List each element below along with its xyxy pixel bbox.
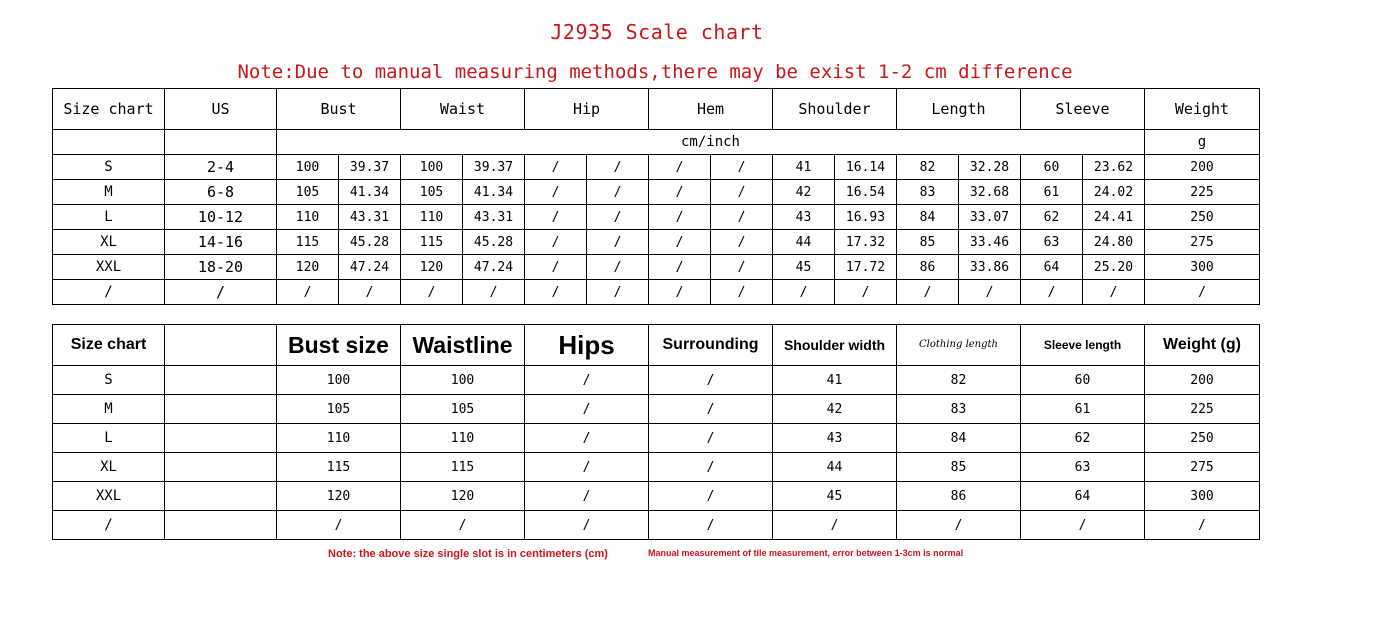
unit-weight: g	[1145, 130, 1260, 155]
table2-header-row	[53, 325, 1260, 366]
footnote-centimeters: Note: the above size single slot is in centimeters (cm)	[328, 548, 608, 560]
value-cell: /	[649, 180, 711, 205]
header-blank	[165, 325, 277, 366]
size-cell: S	[53, 155, 165, 180]
value-cell: 120	[277, 482, 401, 511]
table-row	[53, 280, 1260, 305]
value-cell: 41.34	[463, 180, 525, 205]
value-cell: 18-20	[165, 255, 277, 280]
value-cell: /	[649, 453, 773, 482]
value-cell: /	[649, 482, 773, 511]
value-cell: /	[525, 255, 587, 280]
value-cell: 115	[401, 230, 463, 255]
value-cell: 41	[773, 155, 835, 180]
header-hips: Hips	[525, 325, 649, 366]
value-cell: 110	[277, 205, 339, 230]
size-cell: XXL	[53, 255, 165, 280]
value-cell: /	[525, 424, 649, 453]
value-cell: /	[525, 280, 587, 305]
value-cell: /	[165, 280, 277, 305]
header-weight: Weight	[1145, 89, 1260, 130]
page-title: J2935 Scale chart	[550, 20, 764, 44]
value-cell: 83	[897, 395, 1021, 424]
table-row	[53, 482, 1260, 511]
value-cell: /	[401, 280, 463, 305]
header-waistline: Waistline	[401, 325, 525, 366]
size-cell: XL	[53, 230, 165, 255]
value-cell: /	[649, 366, 773, 395]
value-cell: 33.86	[959, 255, 1021, 280]
value-cell: 63	[1021, 230, 1083, 255]
table-row	[53, 366, 1260, 395]
table-row	[53, 511, 1260, 540]
value-cell	[165, 482, 277, 511]
value-cell: /	[1145, 280, 1260, 305]
value-cell: 105	[401, 395, 525, 424]
value-cell: 42	[773, 395, 897, 424]
value-cell: /	[525, 395, 649, 424]
value-cell: /	[587, 205, 649, 230]
unit-empty-cell	[53, 130, 165, 155]
value-cell: 84	[897, 205, 959, 230]
value-cell: 25.20	[1083, 255, 1145, 280]
value-cell: /	[897, 511, 1021, 540]
value-cell: 60	[1021, 155, 1083, 180]
table-row	[53, 230, 1260, 255]
value-cell: 100	[401, 366, 525, 395]
value-cell: 14-16	[165, 230, 277, 255]
size-cell: XXL	[53, 482, 165, 511]
value-cell: /	[649, 255, 711, 280]
value-cell	[165, 366, 277, 395]
value-cell: /	[525, 511, 649, 540]
table-row	[53, 453, 1260, 482]
value-cell: /	[959, 280, 1021, 305]
value-cell: 41.34	[339, 180, 401, 205]
value-cell: 200	[1145, 155, 1260, 180]
table-row	[53, 255, 1260, 280]
value-cell: /	[711, 255, 773, 280]
value-cell: 83	[897, 180, 959, 205]
value-cell: 17.32	[835, 230, 897, 255]
value-cell: 42	[773, 180, 835, 205]
header-size-chart: Size chart	[53, 325, 165, 366]
header-weight-g: Weight (g)	[1145, 325, 1260, 366]
value-cell: /	[587, 180, 649, 205]
value-cell: 86	[897, 482, 1021, 511]
size-cell: /	[53, 511, 165, 540]
value-cell: 85	[897, 453, 1021, 482]
header-us: US	[165, 89, 277, 130]
value-cell: /	[649, 155, 711, 180]
value-cell: 16.14	[835, 155, 897, 180]
value-cell: 47.24	[339, 255, 401, 280]
value-cell: /	[1021, 511, 1145, 540]
value-cell: 275	[1145, 453, 1260, 482]
value-cell: 120	[401, 482, 525, 511]
table-row	[53, 155, 1260, 180]
value-cell: 63	[1021, 453, 1145, 482]
value-cell: 86	[897, 255, 959, 280]
value-cell: 64	[1021, 255, 1083, 280]
value-cell: 6-8	[165, 180, 277, 205]
value-cell: /	[649, 230, 711, 255]
value-cell: /	[649, 424, 773, 453]
value-cell: 33.07	[959, 205, 1021, 230]
value-cell: 45.28	[339, 230, 401, 255]
value-cell: /	[773, 280, 835, 305]
value-cell: 23.62	[1083, 155, 1145, 180]
header-sleeve: Sleeve	[1021, 89, 1145, 130]
table-row	[53, 395, 1260, 424]
value-cell: 16.54	[835, 180, 897, 205]
value-cell: 225	[1145, 395, 1260, 424]
header-hip: Hip	[525, 89, 649, 130]
table1-unit-row	[53, 130, 1260, 155]
unit-cm-inch: cm/inch	[277, 130, 1145, 155]
header-sleeve-length: Sleeve length	[1021, 325, 1145, 366]
value-cell: 82	[897, 155, 959, 180]
size-cell: L	[53, 424, 165, 453]
header-length: Length	[897, 89, 1021, 130]
value-cell	[165, 395, 277, 424]
header-hem: Hem	[649, 89, 773, 130]
value-cell: 60	[1021, 366, 1145, 395]
value-cell: 300	[1145, 482, 1260, 511]
value-cell: /	[587, 255, 649, 280]
value-cell: 300	[1145, 255, 1260, 280]
table-row	[53, 205, 1260, 230]
value-cell: /	[277, 280, 339, 305]
value-cell: /	[1145, 511, 1260, 540]
value-cell: 110	[277, 424, 401, 453]
value-cell: /	[463, 280, 525, 305]
value-cell: 24.41	[1083, 205, 1145, 230]
unit-empty-cell	[165, 130, 277, 155]
size-cell: S	[53, 366, 165, 395]
size-chart-cm	[52, 324, 1260, 540]
value-cell: 62	[1021, 205, 1083, 230]
value-cell: /	[711, 205, 773, 230]
value-cell: 115	[277, 453, 401, 482]
value-cell: 110	[401, 205, 463, 230]
value-cell: 24.80	[1083, 230, 1145, 255]
value-cell: /	[649, 280, 711, 305]
header-bust-size: Bust size	[277, 325, 401, 366]
size-cell: M	[53, 180, 165, 205]
value-cell: 200	[1145, 366, 1260, 395]
value-cell: /	[525, 482, 649, 511]
value-cell: 43.31	[339, 205, 401, 230]
header-waist: Waist	[401, 89, 525, 130]
value-cell: /	[1021, 280, 1083, 305]
value-cell: 39.37	[339, 155, 401, 180]
value-cell: 62	[1021, 424, 1145, 453]
value-cell: 61	[1021, 395, 1145, 424]
value-cell: 43	[773, 205, 835, 230]
value-cell	[165, 453, 277, 482]
value-cell: 225	[1145, 180, 1260, 205]
value-cell: /	[401, 511, 525, 540]
value-cell: 250	[1145, 424, 1260, 453]
value-cell: /	[649, 395, 773, 424]
table1-body	[53, 155, 1260, 305]
value-cell: /	[649, 205, 711, 230]
table2-body	[53, 366, 1260, 540]
value-cell: 17.72	[835, 255, 897, 280]
value-cell: 44	[773, 230, 835, 255]
value-cell: 45	[773, 482, 897, 511]
value-cell: 10-12	[165, 205, 277, 230]
header-size-chart: Size chart	[53, 89, 165, 130]
value-cell: 115	[277, 230, 339, 255]
header-clothing-length: Clothing length	[897, 325, 1021, 366]
value-cell: 250	[1145, 205, 1260, 230]
value-cell: 115	[401, 453, 525, 482]
value-cell: /	[525, 155, 587, 180]
value-cell: 33.46	[959, 230, 1021, 255]
value-cell: 105	[401, 180, 463, 205]
table-row	[53, 424, 1260, 453]
value-cell: /	[525, 230, 587, 255]
header-shoulder-width: Shoulder width	[773, 325, 897, 366]
footnote-error-range: Manual measurement of tile measurement, error between 1-3cm is normal	[648, 548, 964, 558]
value-cell: 16.93	[835, 205, 897, 230]
value-cell: /	[525, 366, 649, 395]
value-cell: 120	[401, 255, 463, 280]
value-cell: /	[711, 230, 773, 255]
value-cell: 44	[773, 453, 897, 482]
value-cell: 105	[277, 180, 339, 205]
value-cell: 110	[401, 424, 525, 453]
size-cell: XL	[53, 453, 165, 482]
value-cell: 47.24	[463, 255, 525, 280]
value-cell: /	[339, 280, 401, 305]
measurement-note: Note:Due to manual measuring methods,there may be exist 1-2 cm difference	[237, 61, 1073, 83]
header-bust: Bust	[277, 89, 401, 130]
value-cell: /	[711, 155, 773, 180]
value-cell: 105	[277, 395, 401, 424]
value-cell: 43.31	[463, 205, 525, 230]
value-cell: /	[711, 180, 773, 205]
value-cell: 64	[1021, 482, 1145, 511]
value-cell: 2-4	[165, 155, 277, 180]
value-cell: 24.02	[1083, 180, 1145, 205]
value-cell: 120	[277, 255, 339, 280]
value-cell: 43	[773, 424, 897, 453]
value-cell: 45.28	[463, 230, 525, 255]
value-cell: 61	[1021, 180, 1083, 205]
value-cell: 32.68	[959, 180, 1021, 205]
value-cell: 82	[897, 366, 1021, 395]
value-cell: 45	[773, 255, 835, 280]
value-cell: 85	[897, 230, 959, 255]
header-shoulder: Shoulder	[773, 89, 897, 130]
value-cell: /	[587, 155, 649, 180]
table-row	[53, 180, 1260, 205]
table1-header-row	[53, 89, 1260, 130]
value-cell: /	[711, 280, 773, 305]
size-cell: M	[53, 395, 165, 424]
header-surrounding: Surrounding	[649, 325, 773, 366]
value-cell: /	[897, 280, 959, 305]
value-cell: /	[587, 280, 649, 305]
value-cell: /	[649, 511, 773, 540]
value-cell: /	[525, 180, 587, 205]
value-cell: 39.37	[463, 155, 525, 180]
value-cell: /	[587, 230, 649, 255]
value-cell: /	[1083, 280, 1145, 305]
value-cell: /	[835, 280, 897, 305]
value-cell: 275	[1145, 230, 1260, 255]
value-cell: /	[277, 511, 401, 540]
value-cell: 84	[897, 424, 1021, 453]
size-cell: L	[53, 205, 165, 230]
size-cell: /	[53, 280, 165, 305]
size-chart-cm-inch	[52, 88, 1260, 305]
value-cell: 32.28	[959, 155, 1021, 180]
value-cell	[165, 511, 277, 540]
value-cell: 100	[277, 366, 401, 395]
value-cell: /	[525, 205, 587, 230]
value-cell	[165, 424, 277, 453]
value-cell: /	[525, 453, 649, 482]
value-cell: 100	[277, 155, 339, 180]
value-cell: 41	[773, 366, 897, 395]
value-cell: 100	[401, 155, 463, 180]
value-cell: /	[773, 511, 897, 540]
